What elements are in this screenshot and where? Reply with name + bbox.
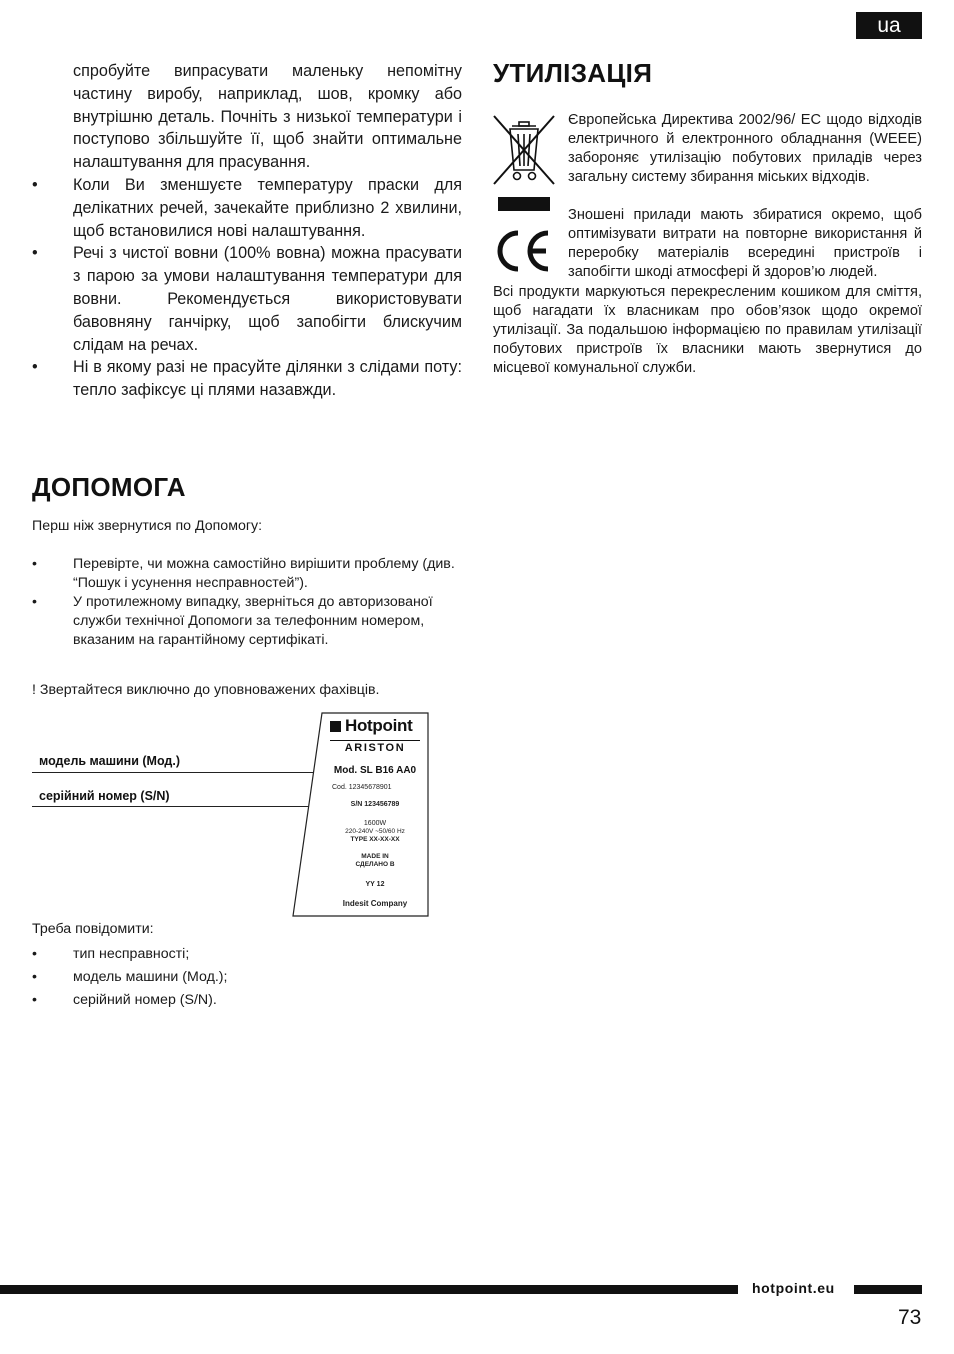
plate-sub-brand: ARISTON xyxy=(344,742,406,754)
help-warning: ! Звертайтеся виключно до уповноважених фахівців. xyxy=(32,682,380,698)
plate-brand xyxy=(330,716,412,736)
plate-model: Mod. SL B16 AA0 xyxy=(333,765,417,776)
footer-bar-right xyxy=(854,1285,922,1294)
list-item: • серійний номер (S/N). xyxy=(32,989,462,1012)
serial-label: серійний номер (S/N) xyxy=(39,789,170,803)
plate-made-in: MADE IN xyxy=(361,853,389,860)
page-number: 73 xyxy=(898,1306,922,1329)
disposal-paragraph-1: Європейська Директива 2002/96/ ЕС щодо відходів електричного й електронного обладнання (WEEE) забороняє утилізацію побутових приладів через загальну систему збирання міських відходів. xyxy=(568,112,922,185)
plate-power: 1600W xyxy=(363,820,387,827)
help-bullets xyxy=(32,555,462,650)
list-item: • модель машини (Мод.); xyxy=(32,966,462,989)
plate-type: TYPE XX-XX-XX xyxy=(350,836,400,843)
footer-bar-left xyxy=(0,1285,738,1294)
list-item: • Речі з чистої вовни (100% вовна) можна прасувати з парою за умови налаштування температури для вовни. Рекомендується використовувати бавовняну ганчірку, щоб запобігти блискучим слідам на речах. xyxy=(32,242,462,356)
help-title: ДОПОМОГА xyxy=(32,472,186,502)
footer-site: hotpoint.eu xyxy=(752,1280,835,1296)
ironing-tips xyxy=(32,60,462,402)
plate-divider xyxy=(330,740,420,741)
list-item: • Коли Ви зменшуєте температуру праски для делікатних речей, зачекайте приблизно 2 хвилини, щоб встановилися нові налаштування. xyxy=(32,174,462,242)
list-item: • Ні в якому разі не прасуйте ділянки з слідами поту: тепло зафіксує ці плями назавжди. xyxy=(32,356,462,402)
plate-year: YY 12 xyxy=(365,881,385,888)
disposal-title: УТИЛІЗАЦІЯ xyxy=(493,58,653,88)
help-intro: Перш ніж звернутися по Допомогу: xyxy=(32,518,263,534)
list-item: • Перевірте, чи можна самостійно вирішити проблему (див. “Пошук і усунення несправностей”). xyxy=(32,555,462,593)
need-list xyxy=(32,943,462,1012)
hotpoint-logo-icon xyxy=(330,721,341,732)
plate-brand-name: Hotpoint xyxy=(345,716,413,735)
list-item: • У протилежному випадку, зверніться до авторизованої служби технічної Допомоги за телефонним номером, вказаним на гарантійному сертифікаті. xyxy=(32,593,462,650)
plate-voltage: 220-240V ~50/60 Hz xyxy=(345,828,405,835)
crossed-bin-icon xyxy=(492,114,556,186)
plate-company: Indesit Company xyxy=(342,899,408,908)
list-item: • тип несправності; xyxy=(32,943,462,966)
disposal-paragraph-3: Всі продукти маркуються перекресленим кошиком для сміття, щоб нагадати їх власникам про обов’язок щодо окремої утилізації. За подальшою інформацією по правилам утилізації побутових пристроїв їх власники мають звернутися до місцевої комунальної служби. xyxy=(493,284,922,376)
language-badge: ua xyxy=(856,12,922,39)
disposal-paragraph-2: Зношені прилади мають збиратися окремо, щоб оптимізувати витрати на повторне використання й переробку матеріалів всередині пристроїв і запобігти шкоді атмосфері й здоров’ю людей. xyxy=(568,207,922,280)
plate-serial: S/N 123456789 xyxy=(350,801,400,808)
weee-bar-icon xyxy=(498,197,550,211)
need-title: Треба повідомити: xyxy=(32,921,154,937)
rating-plate xyxy=(292,712,429,917)
ce-mark-icon xyxy=(492,228,552,274)
ironing-bullets xyxy=(32,174,462,402)
plate-made-in-ua: СДЕЛАНО В xyxy=(355,861,395,868)
plate-code: Cod. 12345678901 xyxy=(332,784,392,791)
model-leader-line xyxy=(32,772,330,773)
ironing-intro: спробуйте випрасувати маленьку непомітну частину виробу, наприклад, шов, кромку або внутрішню деталь. Почніть з низької температури і поступово збільшуйте її, щоб знайти оптимальне налаштування для прасування. xyxy=(73,62,462,172)
model-label: модель машини (Мод.) xyxy=(39,754,180,768)
